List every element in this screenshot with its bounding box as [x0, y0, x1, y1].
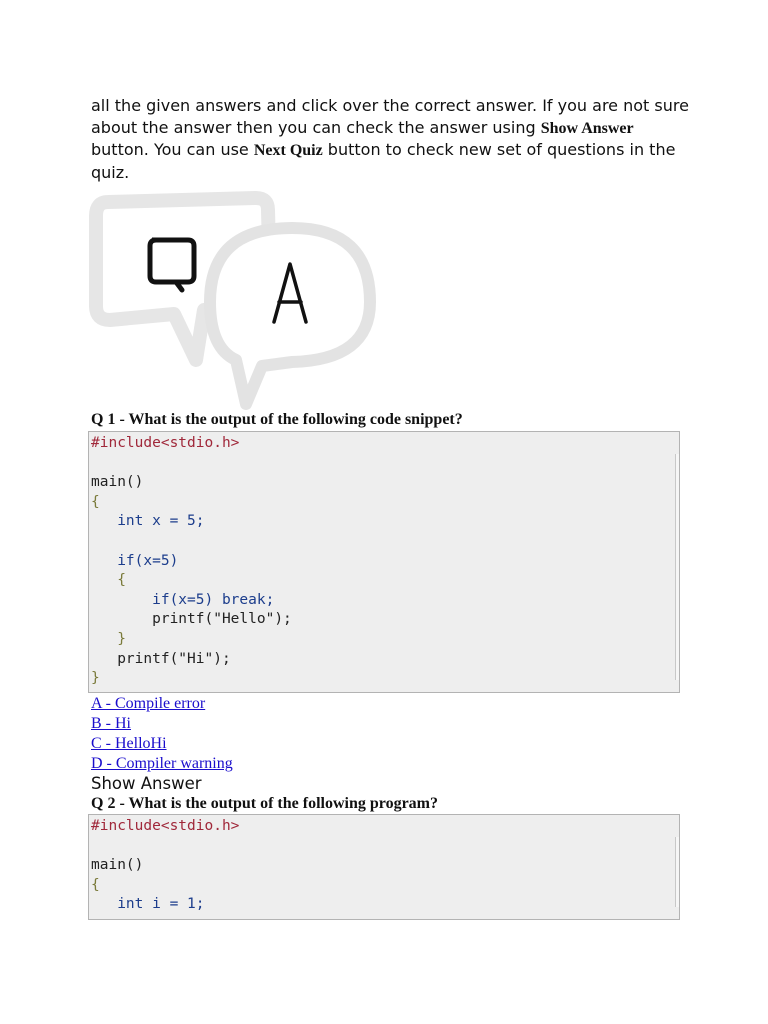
option-c-link[interactable]: C - HelloHi: [91, 735, 167, 752]
code-line: {: [91, 572, 126, 589]
option-d-link[interactable]: D - Compiler warning: [91, 755, 233, 772]
option-c-item: [91, 733, 233, 753]
intro-text-2: button. You can use: [91, 140, 254, 159]
code-line: {: [91, 876, 100, 893]
next-quiz-reference: Next Quiz: [253, 142, 323, 159]
code-line: if(x=5) break;: [91, 591, 275, 608]
option-a-item: [91, 693, 233, 713]
show-answer-button[interactable]: Show Answer: [91, 774, 202, 793]
question-number: Q 2: [91, 795, 116, 812]
intro-text-1: all the given answers and click over the correct answer. If you are not sure about the answer then you can check the answer using: [91, 96, 689, 137]
code-line: int i = 1;: [91, 896, 205, 913]
question-text: What is the output of the following code snippet?: [128, 411, 463, 428]
code-line: }: [91, 670, 100, 687]
question-2-code-block: [88, 814, 680, 920]
intro-paragraph: [91, 95, 691, 183]
code-line: printf("Hi");: [91, 650, 231, 667]
code-line: {: [91, 493, 100, 510]
question-separator: -: [115, 411, 129, 428]
code-line: printf("Hello");: [91, 611, 292, 628]
code-line: #include<stdio.h>: [91, 818, 240, 834]
code-line: main(): [91, 474, 144, 491]
question-text: What is the output of the following program?: [128, 795, 438, 812]
code-line: if(x=5): [91, 552, 179, 569]
qa-speech-bubbles-icon: [86, 190, 378, 412]
code-line: }: [91, 630, 126, 647]
option-b-link[interactable]: B - Hi: [91, 715, 131, 732]
question-number: Q 1: [91, 411, 116, 428]
question-separator: -: [115, 795, 129, 812]
q-letter: Q: [148, 268, 149, 269]
intro-text-3: button to check new set of questions in the quiz.: [91, 140, 676, 182]
code-line: int x = 5;: [91, 513, 205, 530]
option-d-item: [91, 753, 233, 773]
code-line: #include<stdio.h>: [91, 435, 240, 451]
code-scrollbar[interactable]: [675, 837, 679, 907]
option-b-item: [91, 713, 233, 733]
code-line: main(): [91, 857, 144, 874]
option-a-link[interactable]: A - Compile error: [91, 695, 206, 712]
question-1-heading: [91, 411, 463, 429]
question-1-code-block: [88, 431, 680, 693]
code-scrollbar[interactable]: [675, 454, 679, 680]
question-2-heading: [91, 795, 438, 813]
question-1-options: [91, 693, 233, 773]
show-answer-reference: Show Answer: [540, 119, 634, 137]
